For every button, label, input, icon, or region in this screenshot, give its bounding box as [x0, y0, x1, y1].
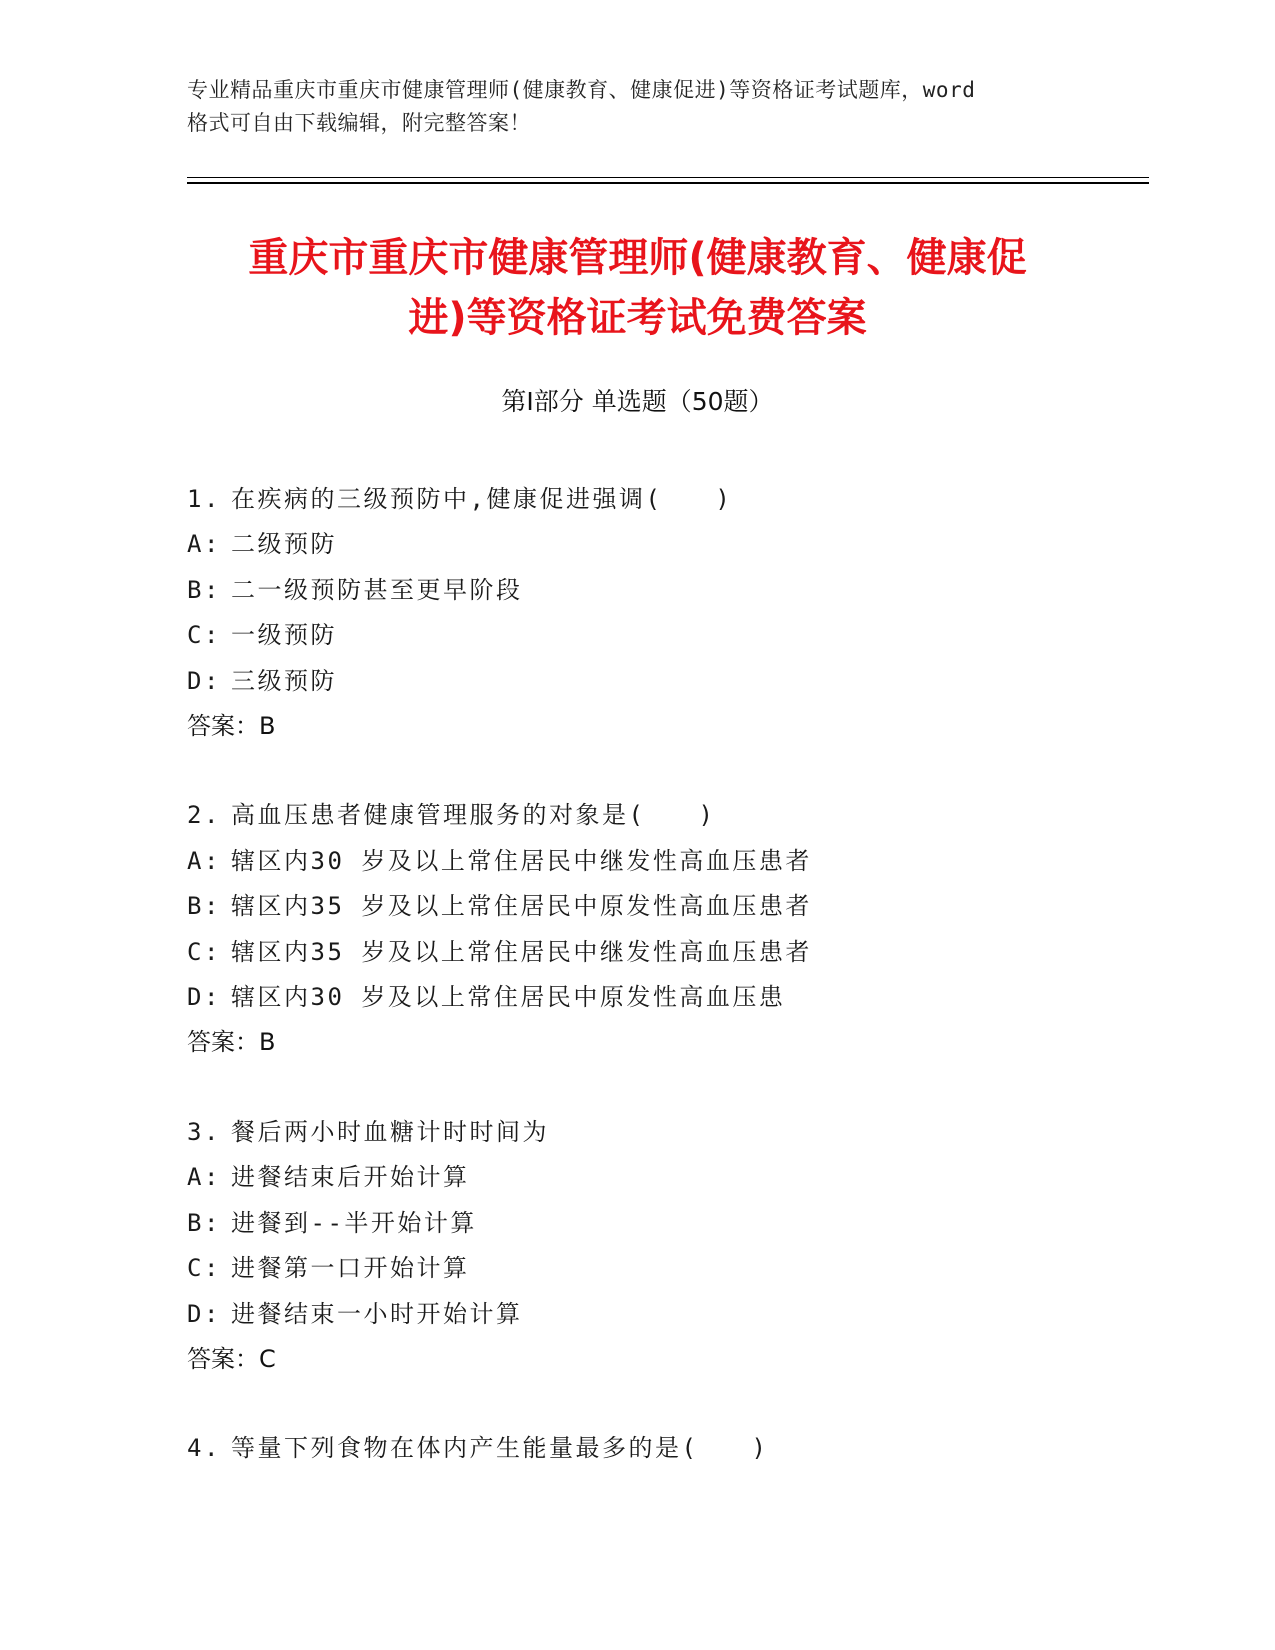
header-divider-bottom	[187, 182, 1149, 184]
question-text: 餐后两小时血糖计时时间为	[231, 1117, 549, 1146]
option-text: 辖区内35 岁及以上常住居民中继发性高血压患者	[231, 937, 812, 966]
question-1	[187, 477, 1147, 749]
option-text: 辖区内30 岁及以上常住居民中继发性高血压患者	[231, 846, 812, 875]
option-b	[187, 884, 1147, 929]
option-label: C:	[187, 1254, 221, 1283]
option-a	[187, 839, 1147, 884]
option-text: 二一级预防甚至更早阶段	[231, 575, 523, 604]
question-text: 在疾病的三级预防中,健康促进强调( )	[231, 485, 733, 513]
question-number: 2.	[187, 801, 221, 830]
question-text: 高血压患者健康管理服务的对象是( )	[231, 801, 716, 830]
header-divider-top	[187, 177, 1149, 178]
option-label: C:	[187, 937, 221, 966]
option-label: D:	[187, 983, 221, 1012]
option-c	[187, 930, 1147, 975]
question-number: 4.	[187, 1434, 221, 1463]
question-number: 3.	[187, 1117, 221, 1146]
option-c	[187, 1246, 1147, 1291]
answer-line: 答案：C	[187, 1344, 276, 1373]
question-list	[187, 477, 1147, 1516]
option-b	[187, 1201, 1147, 1246]
question-stem	[187, 1426, 1147, 1471]
question-stem	[187, 1110, 1147, 1155]
option-text: 一级预防	[231, 621, 337, 650]
header-note-line-1: 专业精品重庆市重庆市健康管理师(健康教育、健康促进)等资格证考试题库，word	[187, 78, 976, 102]
option-label: B:	[187, 1208, 221, 1237]
option-label: D:	[187, 666, 221, 695]
question-4	[187, 1426, 1147, 1471]
option-text: 进餐结束后开始计算	[231, 1163, 470, 1192]
option-text: 二级预防	[231, 530, 337, 559]
header-note	[187, 74, 1087, 140]
option-text: 三级预防	[231, 666, 337, 695]
option-text: 进餐第一口开始计算	[231, 1254, 470, 1283]
option-c	[187, 613, 1147, 658]
option-b	[187, 568, 1147, 613]
section-heading: 第Ⅰ部分 单选题（50题）	[501, 387, 774, 416]
option-d	[187, 975, 1147, 1020]
answer-line: 答案：B	[187, 1028, 276, 1057]
document-title	[150, 228, 1125, 348]
header-note-line-2: 格式可自由下载编辑，附完整答案！	[187, 111, 531, 135]
option-a	[187, 1155, 1147, 1200]
question-2	[187, 793, 1147, 1065]
option-text: 辖区内30 岁及以上常住居民中原发性高血压患	[231, 983, 786, 1012]
option-label: A:	[187, 846, 221, 875]
option-label: C:	[187, 621, 221, 650]
question-text: 等量下列食物在体内产生能量最多的是( )	[231, 1434, 769, 1463]
option-a	[187, 522, 1147, 567]
option-label: A:	[187, 1163, 221, 1192]
option-text: 进餐到--半开始计算	[231, 1208, 477, 1237]
option-d	[187, 659, 1147, 704]
option-label: B:	[187, 892, 221, 921]
option-label: A:	[187, 530, 221, 559]
question-3	[187, 1110, 1147, 1382]
question-number: 1.	[187, 485, 221, 513]
document-title-line-1: 重庆市重庆市健康管理师(健康教育、健康促	[248, 235, 1027, 281]
option-text: 进餐结束一小时开始计算	[231, 1299, 523, 1328]
option-label: D:	[187, 1299, 221, 1328]
question-stem	[187, 477, 1147, 522]
question-stem	[187, 793, 1147, 838]
option-label: B:	[187, 575, 221, 604]
document-title-line-2: 进)等资格证考试免费答案	[408, 295, 867, 341]
option-d	[187, 1292, 1147, 1337]
answer-line: 答案：B	[187, 712, 276, 741]
option-text: 辖区内35 岁及以上常住居民中原发性高血压患者	[231, 892, 812, 921]
